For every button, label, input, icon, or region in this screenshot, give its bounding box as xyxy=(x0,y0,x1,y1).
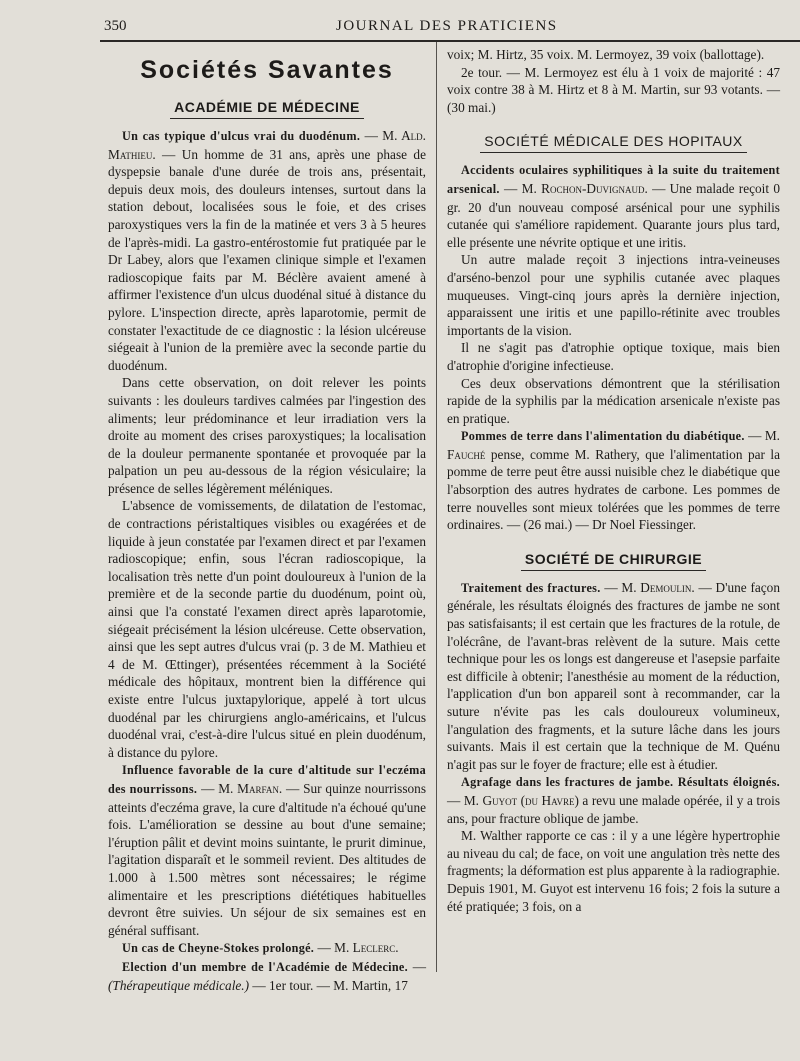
section-title-chirurgie: SOCIÉTÉ DE CHIRURGIE xyxy=(447,550,780,571)
article-eczema: Influence favorable de la cure d'altitude sur l'eczéma des nourrissons. — M. Marfan. — Sur quinze nourrissons atteints d'eczéma grave, la cure d'altitude n'a échoué qu'une fois. L'amélioration se dessine au bout d'une semaine; l'éruption pâlit et devint moins suintante, le prurit diminue, l'agitation disparaît et le sommeil revient. Des altitudes de 1.000 à 1.500 mètres sont nécessaires; le régime alimentaire et les prescriptions diététiques habituelles devront être suivies. Un séjour de six semaines est en général suffisant. xyxy=(108,763,426,938)
article-traitement-fractures: Traitement des fractures. — M. Demoulin. — D'une façon générale, les résultats éloignés des fractures de jambe ne sont pas satisfaisants; il est certain que les fractures de la rotule, de l'olécrâne, de l'avant-bras relèvent de la suture. Mais cette technique pour les os longs est dangereuse et l'asepsie parfaite est difficile à obtenir; l'anesthésie au moment de la réduction, l'application d'un bon appareil sont à recommander, car la suture n'évite pas les cals douloureux volumineux, l'angulation des fragments, et la suture lâche dans les jours suivants. Mais il est certain que la technique de M. Quénu n'agit pas sur le foyer de fracture; elle est à étudier. xyxy=(447,579,780,772)
left-column xyxy=(108,46,426,994)
election-second-round: 2e tour. — M. Lermoyez est élu à 1 voix de majorité : 47 voix contre 38 à M. Hirtz et 8 à M. Martin, sur 93 votants. — (30 mai.) xyxy=(447,64,780,115)
article-cheyne-stokes: Un cas de Cheyne-Stokes prolongé. — M. Leclerc. xyxy=(122,940,399,956)
header-rule xyxy=(100,40,800,42)
journal-title: JOURNAL DES PRATICIENS xyxy=(336,18,558,34)
paragraph-agrafage-2: M. Walther rapporte ce cas : il y a une légère hypertrophie au niveau du cal; de face, on voit une angulation très nette des fragments; la déformation est plus apparente à la radiographie. Depuis 1901, M. Guyot est intervenu 16 fois; 2 fois la suture a été pratiquée; 3 fois, on a xyxy=(447,828,780,914)
article-accidents-oculaires: Accidents oculaires syphilitiques à la suite du traitement arsenical. — M. Rochon-Duvignaud. — Une malade reçoit 0 gr. 20 d'un nouveau composé arsénical pour une syphilis cutanée qui s'améliore rapidement. Quarante jours plus tard, elle présente une névrite optique et une iritis. xyxy=(447,163,780,250)
column-divider xyxy=(436,42,437,972)
paragraph-oculaires-3: Il ne s'agit pas d'atrophie optique toxique, mais bien d'atrophie d'origine infectieuse. xyxy=(447,340,780,373)
article-agrafage: Agrafage dans les fractures de jambe. Résultats éloignés. — M. Guyot (du Havre) a revu une malade opérée, il y a trois ans, pour fracture oblique de jambe. xyxy=(447,775,780,826)
paragraph-ulcus-2: Dans cette observation, on doit relever les points suivants : les douleurs tardives calmées par l'ingestion des aliments; leur prédominance et leur irradiation vers la droite au moment des crises paroxystiques; la localisation de la douleur permanente spontanée et provoquée par la palpation un peu au-dessous de la région vésiculaire; la présence de selles légèrement méléniques. xyxy=(108,375,426,496)
paragraph-oculaires-4: Ces deux observations démontrent que la stérilisation rapide de la syphilis par la médication arsenicale n'existe pas en pratique. xyxy=(447,375,780,426)
article-pommes-de-terre: Pommes de terre dans l'alimentation du diabétique. — M. Fauché pense, comme M. Rathery, que l'alimentation par la pomme de terre peut être aussi nuisible chez le diabétique que l'absorption des autres hydrates de carbone. Les pommes de terre nouvelles sont mieux tolérées que les pommes de terre ordinaires. — (26 mai.) — Dr Noel Fiessinger. xyxy=(447,428,780,533)
right-column xyxy=(447,46,780,915)
election-continued: voix; M. Hirtz, 35 voix. M. Lermoyez, 39 voix (ballottage). xyxy=(447,47,765,62)
section-title-medicale: SOCIÉTÉ MÉDICALE DES HOPITAUX xyxy=(447,132,780,153)
page-header xyxy=(0,0,800,46)
section-title-academie: ACADÉMIE DE MÉDECINE xyxy=(108,98,426,119)
page-number: 350 xyxy=(104,18,127,34)
paragraph-ulcus-3: L'absence de vomissements, de dilatation de l'estomac, de contractions péristaltiques visibles ou exagérées et de liquide à jeun constatée par l'examen direct et par l'examen radioscopique; enfin, sous l'écran radioscopique, la localisation très nette d'un point douloureux à l'union de la première et de la seconde partie du duodénum, point où, ainsi que l'a constaté l'examen direct après laparotomie, siégeait précisément la lésion ulcéreuse. Cette observation, ainsi que les sept autres d'ulcus vrai (p. 3 de M. Mathieu et 4 de M. Œttinger), présentées récemment à la Société médicale des hôpitaux, montrent bien la différence qui existe entre l'ulcus juxtapylorique, appelé à tort ulcus duodénal par les chirurgiens anglo-américains, et l'ulcus duodénal vrai, c'est-à-dire l'ulcus situé en plein duodénum, à distance du pylore. xyxy=(108,498,426,760)
article-ulcus: Un cas typique d'ulcus vrai du duodénum. — M. Ald. Mathieu. — Un homme de 31 ans, après une phase de dyspepsie banale d'une durée de trois ans, présentait, depuis deux mois, des douleurs intenses, surtout dans la station debout, localisées sous le foie, et des crises paroxystiques vers la fin de la matinée et vers 3 à 5 heures de l'après-midi. La gastro-entérostomie fut pratiquée par le Dr Labey, alors que l'examen clinique simple et l'examen radioscopique faits par M. Béclère avaient amené à affirmer l'existence d'un ulcus duodénal situé à distance du pylore. L'inspection directe, après laparotomie, permit de constater l'exactitude de ce diagnostic : la lésion ulcéreuse siégeait à l'union de la première avec la seconde partie du duodénum. xyxy=(108,128,426,373)
paragraph-oculaires-2: Un autre malade reçoit 3 injections intra-veineuses d'arséno-benzol pour une syphilis cutanée avec plaques muqueuses. Vingt-cinq jours après la dernière injection, apparaissent une iritis et une papillo-rétinite avec troubles importants de la vision. xyxy=(447,252,780,338)
main-title: Sociétés Savantes xyxy=(140,56,394,84)
article-election: Election d'un membre de l'Académie de Médecine. — (Thérapeutique médicale.) — 1er tour. — M. Martin, 17 xyxy=(108,958,427,993)
